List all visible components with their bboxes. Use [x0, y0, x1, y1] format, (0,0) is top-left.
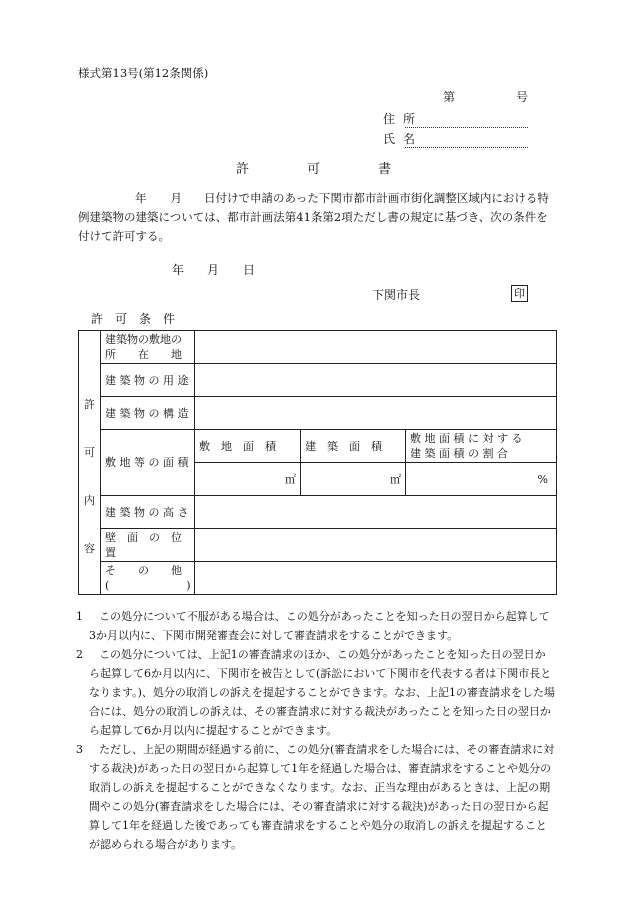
address-line: [405, 127, 528, 128]
other-value: [195, 562, 557, 595]
number-label-go: 号: [516, 90, 529, 104]
note-1: 1 この処分について不服がある場合は、この処分があったことを知った日の翌日から起算して3か月以内に、下関市開発審査会に対して審査請求をすることができます。: [76, 610, 550, 642]
address-label: 住 所: [383, 112, 416, 126]
table-row-area-header: [79, 430, 557, 463]
use-label: 建 築 物 の 用 途: [101, 364, 195, 397]
use-value: [195, 364, 557, 397]
table-row-height: [79, 496, 557, 529]
intro-month: 月: [170, 191, 182, 205]
title-char-1: 許: [236, 162, 250, 177]
seal-mark: 印: [511, 285, 528, 302]
mayor-label: 下関市長: [372, 288, 421, 302]
wall-position-label: 壁 面 の 位 置: [101, 529, 195, 562]
wall-position-value: [195, 529, 557, 562]
other-label: そ の 他 ( ): [101, 562, 195, 595]
site-area-unit: ㎡: [195, 463, 301, 496]
cond-title-char-3: 条: [139, 312, 152, 326]
height-value: [195, 496, 557, 529]
cond-title-char-1: 許: [91, 312, 104, 326]
body-paragraph: [78, 189, 553, 246]
side-label: 許 可 内 容: [79, 331, 101, 595]
intro-text: 日付けで申請のあった下関市都市計画市街化調整区域内における特例建築物の建築については、都市計画法第41条第2項ただし書の規定に基づき、次の条件を付けて許可する。: [78, 191, 549, 243]
building-area-unit: ㎡: [301, 463, 406, 496]
note-3: 3 ただし、上記の期間が経過する前に、この処分(審査請求をした場合には、その審査請求に対する裁決)があった日の翌日から起算して1年を経過した場合は、審査請求をすることや処分の取消しの訴えを提起することができなくなります。なお、正当な理由があるときは、上記の期間やこの処分(審査請求をした場合には、その審査請求に対する裁決)があった日の翌日から起算して1年を経過した後であっても審査請求をすることや処分の取消しの訴えを提起することが認められる場合があります。: [76, 743, 555, 851]
name-label: 氏 名: [383, 132, 416, 146]
structure-label: 建 築 物 の 構 造: [101, 397, 195, 430]
title-char-2: 可: [307, 162, 321, 177]
height-label: 建 築 物 の 高 さ: [101, 496, 195, 529]
coverage-ratio-unit: %: [406, 463, 557, 496]
table-row-structure: [79, 397, 557, 430]
table-row-wall: [79, 529, 557, 562]
notes: [78, 607, 556, 854]
conditions-table: [78, 330, 557, 595]
table-row-other: [79, 562, 557, 595]
site-location-value: [195, 331, 557, 364]
date-month: 月: [207, 263, 220, 277]
cond-title-char-4: 件: [163, 312, 176, 326]
area-label: 敷 地 等 の 面 積: [101, 430, 195, 496]
site-area-header: 敷 地 面 積: [195, 430, 301, 463]
table-row-use: [79, 364, 557, 397]
note-2: 2 この処分については、上記1の審査請求のほか、この処分があったことを知った日の翌日から起算して6か月以内に、下関市を被告として(訴訟において下関市を代表する者は下関市長となります。)、処分の取消しの訴えを提起することができます。なお、上記1の審査請求をした場合には、処分の取消しの訴えは、その審査請求に対する裁決があったことを知った日の翌日から起算して6か月以内に提起することができます。: [76, 648, 556, 737]
table-row-site: [79, 331, 557, 364]
building-area-header: 建 築 面 積: [301, 430, 406, 463]
number-label-dai: 第: [443, 90, 456, 104]
date-day: 日: [243, 263, 256, 277]
site-location-label: 建築物の敷地の 所 在 地: [101, 331, 195, 364]
date-year: 年: [172, 263, 185, 277]
coverage-ratio-header: 敷 地 面 積 に 対 す る 建 築 面 積 の 割 合: [406, 430, 557, 463]
form-number: 様式第13号(第12条関係): [78, 66, 209, 80]
cond-title-char-2: 可: [115, 312, 128, 326]
name-line: [405, 147, 528, 148]
structure-value: [195, 397, 557, 430]
intro-year: 年: [135, 191, 147, 205]
title-char-3: 書: [378, 162, 392, 177]
